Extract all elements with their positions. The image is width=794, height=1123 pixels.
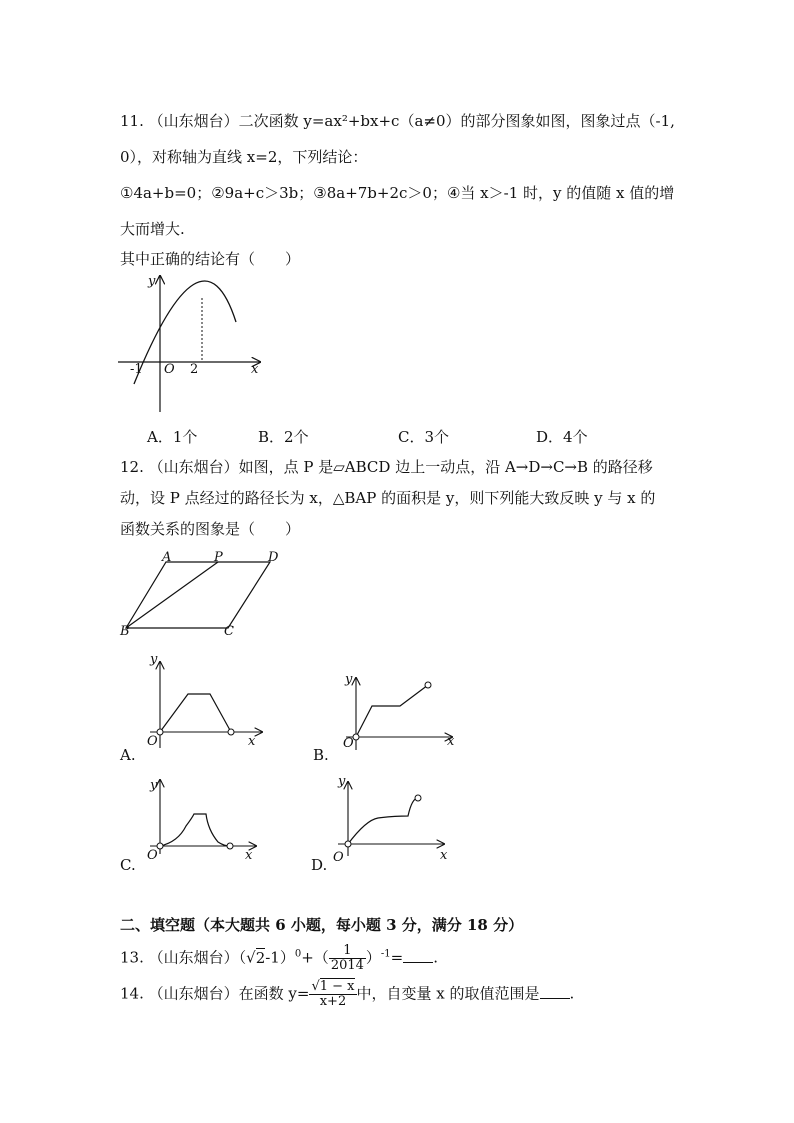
q11-option-c[interactable]: C．3个 — [398, 428, 450, 446]
q11-option-b[interactable]: B．2个 — [258, 428, 309, 446]
segment-bp — [126, 562, 218, 628]
q11-line2: 0），对称轴为直线 x=2，下列结论： — [120, 148, 368, 166]
q12-line3: 函数关系的图象是（ ） — [120, 520, 301, 538]
q13-answer-blank[interactable] — [403, 948, 433, 963]
q14-frac-num-wrap — [309, 980, 356, 995]
q12-option-c[interactable]: C. — [120, 856, 136, 874]
graph-b-curve — [356, 685, 428, 737]
q11-y-label: y — [148, 274, 156, 289]
q13-equals: = — [390, 948, 404, 967]
q14-suffix: 中，自变量 x 的取值范围是 — [356, 984, 540, 1003]
graph-c-origin-label: O — [147, 848, 158, 863]
graph-d-end-point — [415, 795, 421, 801]
graph-a-end-point — [228, 729, 234, 735]
q13-plus: +（ — [301, 948, 329, 967]
q13-close: ） — [365, 948, 381, 967]
graph-a-origin-label: O — [147, 734, 158, 749]
graph-c-y-label: y — [150, 778, 158, 793]
q13-exp-neg1: -1 — [380, 948, 391, 960]
q12-graph-b[interactable] — [344, 676, 464, 752]
section2-heading: 二、填空题（本大题共 6 小题，每小题 3 分，满分 18 分） — [120, 916, 524, 934]
q14-line — [120, 980, 574, 1009]
graph-b-x-label: x — [447, 734, 455, 749]
q11-line1: 11. （山东烟台）二次函数 y=ax²+bx+c（a≠0）的部分图象如图，图象过点（-1, — [120, 112, 675, 130]
q11-parabola-curve — [134, 281, 236, 384]
vertex-p-label: P — [214, 550, 223, 565]
graph-c-end-point — [227, 843, 233, 849]
graph-d-x-label: x — [440, 848, 448, 863]
q14-prefix: 14. （山东烟台）在函数 y= — [120, 984, 310, 1003]
graph-d-y-label: y — [338, 774, 346, 789]
graph-a-curve — [160, 694, 231, 732]
vertex-a-label: A — [162, 550, 172, 565]
graph-d-curve — [348, 798, 418, 844]
vertex-b-label: B — [120, 624, 130, 639]
q13-sqrt-arg: 2 — [255, 948, 266, 967]
graph-c-x-label: x — [245, 848, 253, 863]
vertex-d-label: D — [268, 550, 279, 565]
q13-frac-num: 1 — [329, 944, 366, 959]
q13-frac-den: 2014 — [330, 958, 364, 973]
parallelogram-shape — [126, 562, 270, 628]
vertex-c-label: C — [224, 624, 234, 639]
q13-line — [120, 944, 438, 973]
graph-a-x-label: x — [248, 734, 256, 749]
q11-line3: ①4a+b=0；②9a+c＞3b；③8a+7b+2c＞0；④当 x＞-1 时，y 的值随 x 值的增 — [120, 184, 675, 202]
graph-d-origin-point — [345, 841, 351, 847]
q13-prefix: 13. （山东烟台）（ — [120, 948, 247, 967]
q14-end: . — [569, 984, 575, 1003]
q11-line5: 其中正确的结论有（ ） — [120, 250, 301, 268]
q11-neg1-label: -1 — [130, 362, 143, 377]
q14-fraction — [309, 980, 356, 1009]
graph-b-origin-label: O — [343, 736, 354, 751]
q11-origin-label: O — [164, 362, 175, 377]
q11-option-a[interactable]: A．1个 — [147, 428, 198, 446]
q14-sqrt-symbol: √ — [311, 979, 320, 994]
q14-frac-num: 1 − x — [319, 979, 355, 994]
q11-x-label: x — [251, 362, 259, 377]
q12-parallelogram — [118, 556, 288, 636]
q11-line4: 大而增大. — [120, 220, 185, 238]
q12-line2: 动，设 P 点经过的路径长为 x，△BAP 的面积是 y，则下列能大致反映 y 与 x 的 — [120, 489, 656, 507]
q13-after-sqrt: -1） — [265, 948, 295, 967]
graph-b-y-label: y — [345, 672, 353, 687]
q13-sqrt-symbol: √ — [246, 948, 256, 967]
q12-option-a[interactable]: A. — [120, 746, 136, 764]
q13-exp0: 0 — [294, 948, 302, 960]
q13-end: . — [433, 948, 439, 967]
graph-b-end-point — [425, 682, 431, 688]
graph-a-y-label: y — [150, 652, 158, 667]
q13-fraction — [329, 944, 366, 973]
q12-option-b[interactable]: B. — [313, 746, 329, 764]
q14-frac-den: x+2 — [319, 994, 347, 1009]
graph-c-curve — [160, 814, 230, 846]
graph-d-origin-label: O — [333, 850, 344, 865]
q12-option-d[interactable]: D. — [311, 856, 328, 874]
q11-two-label: 2 — [190, 362, 199, 377]
q12-graph-d[interactable] — [336, 780, 456, 856]
q12-graph-c[interactable] — [148, 778, 268, 854]
q11-option-d[interactable]: D．4个 — [536, 428, 588, 446]
q14-answer-blank[interactable] — [540, 984, 570, 999]
q11-parabola-graph — [110, 272, 270, 417]
q12-line1: 12. （山东烟台）如图，点 P 是▱ABCD 边上一动点，沿 A→D→C→B 的路径移 — [120, 458, 653, 476]
